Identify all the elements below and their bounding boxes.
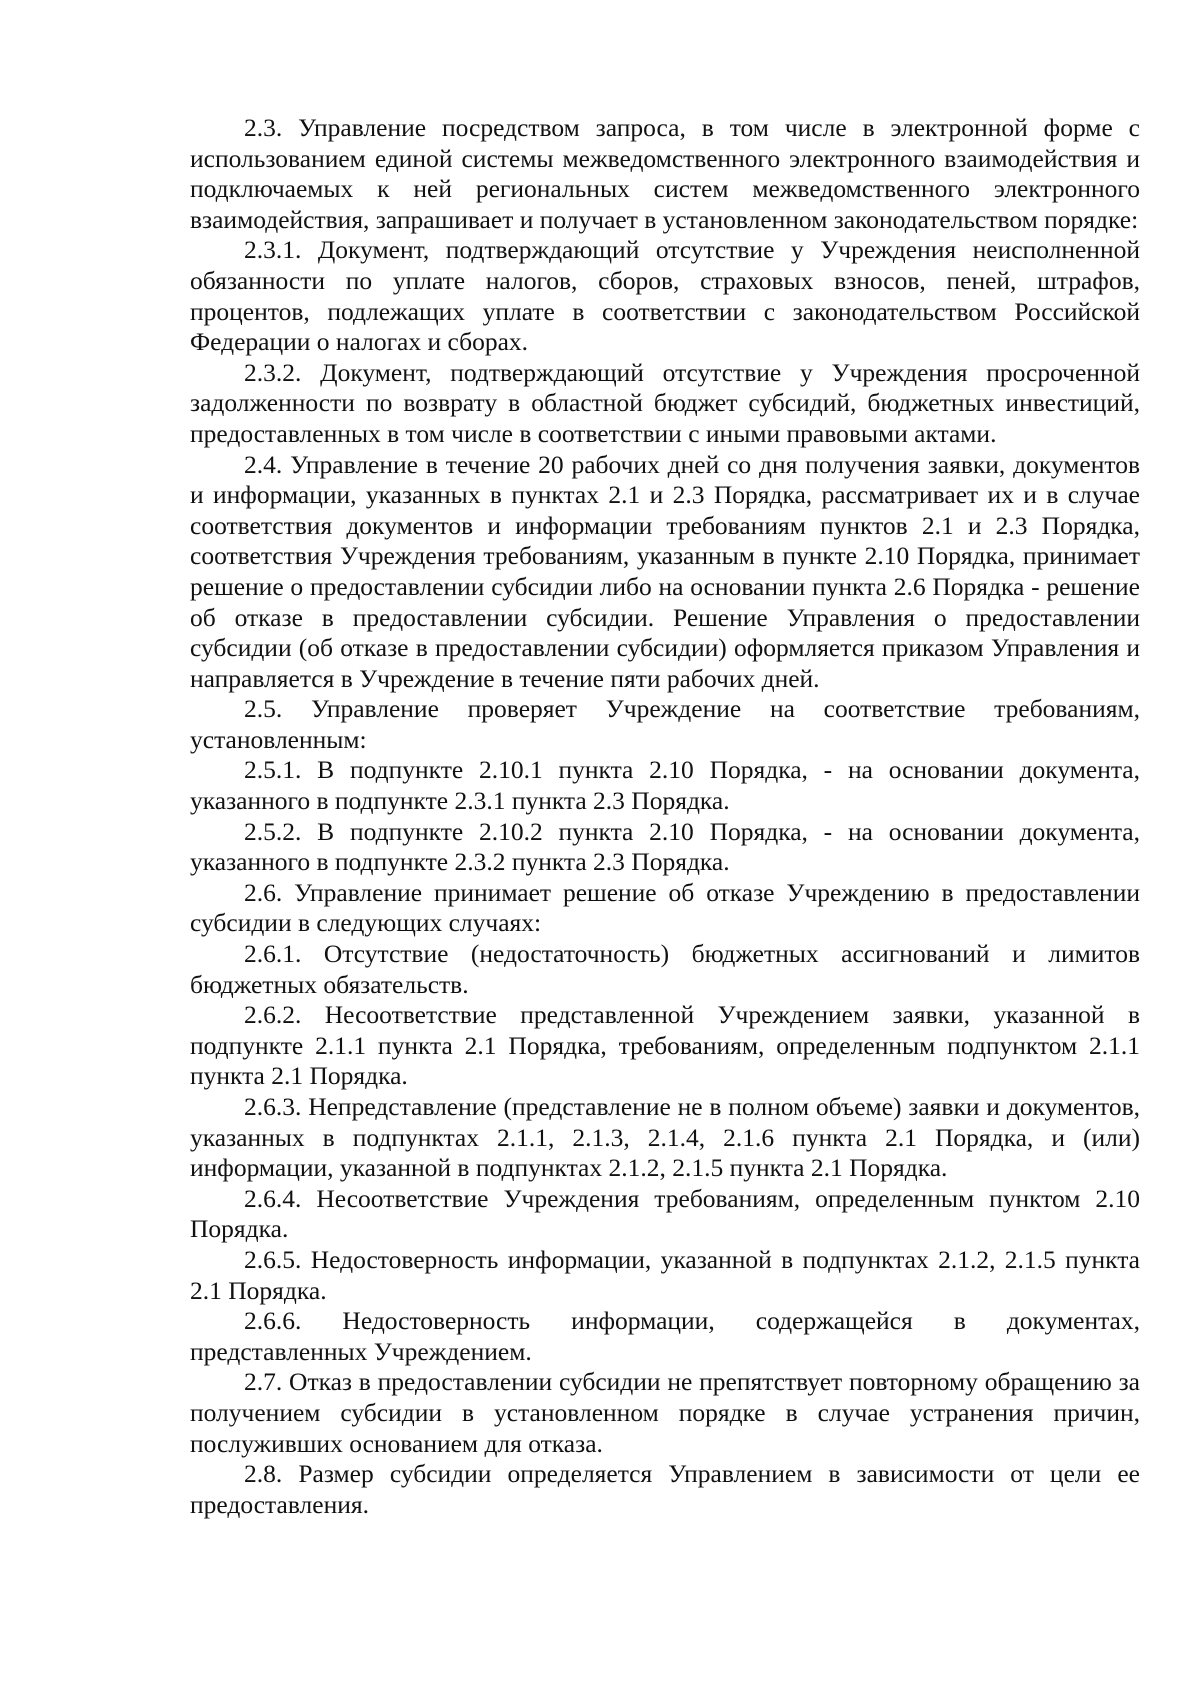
paragraph-2-3-1: 2.3.1. Документ, подтверждающий отсутствие у Учреждения неисполненной обязанности по уплате налогов, сборов, страховых взносов, пеней, штрафов, процентов, подлежащих уплате в соответствии с законодательством Российской Федерации о налогах и сборах. bbox=[190, 235, 1140, 357]
paragraph-2-6-1: 2.6.1. Отсутствие (недостаточность) бюджетных ассигнований и лимитов бюджетных обязательств. bbox=[190, 939, 1140, 999]
paragraph-2-6: 2.6. Управление принимает решение об отказе Учреждению в предоставлении субсидии в следующих случаях: bbox=[190, 877, 1140, 938]
paragraph-2-4: 2.4. Управление в течение 20 рабочих дней со дня получения заявки, документов и информации, указанных в пунктах 2.1 и 2.3 Порядка, рассматривает их и в случае соответствия документов и информации требованиям пунктов 2.1 и 2.3 Порядка, соответствия Учреждения требованиям, указанным в пункте 2.10 Порядка, принимает решение о предоставлении субсидии либо на основании пункта 2.6 Порядка - решение об отказе в предоставлении субсидии. Решение Управления о предоставлении субсидии (об отказе в предоставлении субсидии) оформляется приказом Управления и направляется в Учреждение в течение пяти рабочих дней. bbox=[190, 449, 1140, 693]
paragraph-2-3: 2.3. Управление посредством запроса, в том числе в электронной форме с использованием единой системы межведомственного электронного взаимодействия и подключаемых к ней региональных систем межведомственного электронного взаимодействия, запрашивает и получает в установленном законодательством порядке: bbox=[190, 113, 1140, 234]
paragraph-2-6-3: 2.6.3. Непредставление (представление не в полном объеме) заявки и документов, указанных в подпунктах 2.1.1, 2.1.3, 2.1.4, 2.1.6 пункта 2.1 Порядка, и (или) информации, указанной в подпунктах 2.1.2, 2.1.5 пункта 2.1 Порядка. bbox=[190, 1092, 1140, 1183]
paragraph-2-6-5: 2.6.5. Недостоверность информации, указанной в подпунктах 2.1.2, 2.1.5 пункта 2.1 Порядка. bbox=[190, 1244, 1140, 1305]
paragraph-2-6-2: 2.6.2. Несоответствие представленной Учреждением заявки, указанной в подпункте 2.1.1 пункта 2.1 Порядка, требованиям, определенным подпунктом 2.1.1 пункта 2.1 Порядка. bbox=[190, 1000, 1140, 1091]
paragraph-2-6-4: 2.6.4. Несоответствие Учреждения требованиям, определенным пунктом 2.10 Порядка. bbox=[190, 1183, 1140, 1244]
paragraph-2-5-1: 2.5.1. В подпункте 2.10.1 пункта 2.10 Порядка, - на основании документа, указанного в подпункте 2.3.1 пункта 2.3 Порядка. bbox=[190, 755, 1140, 816]
paragraph-2-5-2: 2.5.2. В подпункте 2.10.2 пункта 2.10 Порядка, - на основании документа, указанного в подпункте 2.3.2 пункта 2.3 Порядка. bbox=[190, 816, 1140, 877]
paragraph-2-3-2: 2.3.2. Документ, подтверждающий отсутствие у Учреждения просроченной задолженности по возврату в областной бюджет субсидий, бюджетных инвестиций, предоставленных в том числе в соответствии с иными правовыми актами. bbox=[190, 357, 1140, 448]
paragraph-2-6-6: 2.6.6. Недостоверность информации, содержащейся в документах, представленных Учреждением. bbox=[190, 1306, 1140, 1366]
document-body bbox=[190, 113, 1140, 1520]
paragraph-2-5: 2.5. Управление проверяет Учреждение на соответствие требованиям, установленным: bbox=[190, 694, 1140, 754]
paragraph-2-7: 2.7. Отказ в предоставлении субсидии не препятствует повторному обращению за получением субсидии в установленном порядке в случае устранения причин, послуживших основанием для отказа. bbox=[190, 1367, 1140, 1458]
paragraph-2-8: 2.8. Размер субсидии определяется Управлением в зависимости от цели ее предоставления. bbox=[190, 1459, 1140, 1519]
